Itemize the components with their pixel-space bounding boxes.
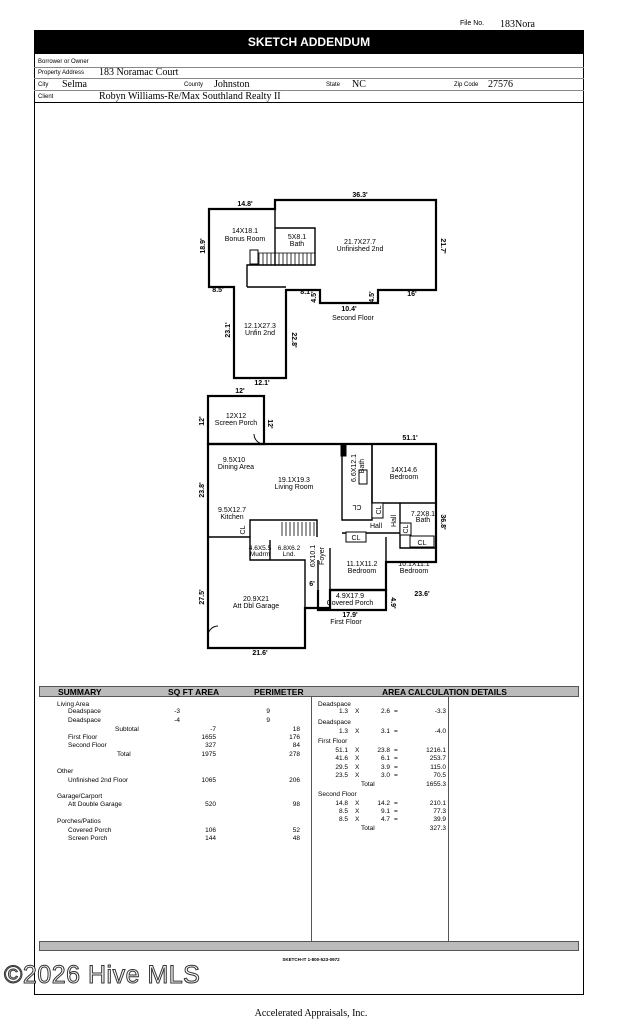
calc-a: 1.3 — [338, 728, 348, 735]
summary-row-label: Att Double Garage — [68, 801, 122, 808]
calc-x: X — [355, 816, 360, 823]
calc-a: 14.8 — [335, 800, 348, 807]
calc-b: 3.9 — [380, 764, 390, 771]
calc-a: 23.5 — [335, 772, 348, 779]
calc-eq: = — [394, 755, 398, 762]
closet-label-4: CL — [417, 540, 427, 547]
summary-row-area: 327 — [205, 742, 216, 749]
summary-row-label: Deadspace — [68, 717, 101, 724]
summary-row-area: 1065 — [201, 777, 216, 784]
details-col-label: AREA CALCULATION DETAILS — [382, 687, 507, 697]
other-heading: Other — [57, 768, 74, 775]
calc-b: 3.0 — [380, 772, 390, 779]
unfinished-2nd-size: 21.7X27.7 — [344, 239, 376, 246]
laundry-size: 6.8X6.2 — [277, 545, 301, 552]
file-no-value: 183Nora — [500, 19, 535, 30]
calc-x: X — [355, 755, 360, 762]
bedroom-1-name: Bedroom — [389, 474, 419, 481]
dim-2f-b5: 4.5' — [369, 291, 376, 303]
dim-bedroom-right: 23.6' — [414, 591, 430, 598]
closet-label-3: CL — [403, 524, 410, 534]
kitchen-name: Kitchen — [220, 514, 244, 521]
calc-result: 39.9 — [433, 816, 446, 823]
dining-size: 9.5X10 — [222, 457, 246, 464]
summary-row-perimeter: 18 — [292, 726, 300, 733]
mudroom-name: Mudrm — [249, 551, 271, 558]
dim-2f-b1: 8.5' — [212, 287, 224, 294]
client-value: Robyn Williams-Re/Max Southland Realty II — [99, 91, 281, 102]
mls-watermark: ©2026 Hive MLS — [4, 961, 201, 989]
dim-covered-right: 4.9' — [389, 597, 396, 609]
foyer-name: Foyer — [319, 547, 326, 565]
living-area-heading: Living Area — [57, 701, 90, 708]
dim-1f-left: 23.8' — [199, 482, 206, 498]
bonus-room-size: 14X18.1 — [231, 228, 259, 235]
calc-b: 9.1 — [380, 808, 390, 815]
calc-a: 1.3 — [338, 708, 348, 715]
bedroom-3-name: Bedroom — [399, 568, 429, 575]
dim-foyer: 6' — [309, 581, 315, 588]
calc-result: 1216.1 — [426, 747, 446, 754]
dim-1f-top-right: 51.1' — [402, 435, 418, 442]
screen-porch-name: Screen Porch — [214, 420, 258, 427]
unfin-2nd-name: Unfin 2nd — [245, 330, 275, 337]
dim-2f-top-left: 14.8' — [237, 201, 253, 208]
dim-porch-top: 12' — [235, 388, 245, 395]
sqft-col-label: SQ FT AREA — [168, 687, 220, 697]
summary-footer-bar — [39, 941, 579, 951]
covered-porch-name: Covered Porch — [326, 600, 374, 607]
summary-row-perimeter: 9 — [266, 717, 270, 724]
calc-result: 210.1 — [429, 800, 446, 807]
borrower-label: Borrower or Owner — [38, 59, 89, 65]
column-divider — [448, 697, 449, 941]
dim-garage-bottom: 21.6' — [252, 650, 268, 657]
summary-row-label: Total — [117, 751, 131, 758]
bedroom-1-size: 14X14.6 — [390, 467, 418, 474]
summary-row-label: Screen Porch — [68, 835, 108, 842]
calc-x: X — [355, 800, 360, 807]
calc-x: X — [355, 728, 360, 735]
calc-a: 8.5 — [338, 808, 348, 815]
summary-row-area: -7 — [210, 726, 216, 733]
calc-eq: = — [394, 708, 398, 715]
bedroom-2-size: 11.1X11.2 — [346, 561, 378, 568]
bedroom-2-name: Bedroom — [347, 568, 377, 575]
closet-label-1: CL — [352, 503, 362, 510]
summary-row-perimeter: 48 — [292, 835, 300, 842]
summary-row-area: 520 — [205, 801, 216, 808]
mudroom-size: 4.6X5.5 — [248, 545, 272, 552]
zip-label: Zip Code — [454, 82, 479, 88]
dim-2f-b3: 4.5' — [311, 291, 318, 303]
summary-row-area: 1975 — [201, 751, 216, 758]
details-total-value: 327.3 — [429, 825, 446, 832]
client-label: Client — [38, 94, 54, 100]
dim-unfin-bottom: 12.1' — [254, 380, 270, 387]
dim-porch-right: 12' — [266, 419, 273, 429]
calc-eq: = — [394, 808, 398, 815]
county-label: County — [184, 82, 204, 88]
calc-b: 6.1 — [380, 755, 390, 762]
summary-row-label: Subtotal — [115, 726, 139, 733]
calc-result: 77.3 — [433, 808, 446, 815]
bonus-room-name: Bonus Room — [224, 236, 266, 243]
summary-row-label: Deadspace — [68, 708, 101, 715]
city-label: City — [38, 82, 49, 88]
summary-row-label: Covered Porch — [68, 827, 112, 834]
summary-header-bar — [39, 686, 579, 697]
bath-2-size: 7.2X8.1 — [410, 511, 436, 518]
unfin-2nd-size: 12.1X27.3 — [244, 323, 276, 330]
summary-row-label: Unfinished 2nd Floor — [68, 777, 128, 784]
calc-a: 51.1 — [335, 747, 348, 754]
living-room-name: Living Room — [274, 484, 314, 491]
closet-label-5: CL — [351, 535, 361, 542]
perimeter-col-label: PERIMETER — [254, 687, 304, 697]
calc-x: X — [355, 772, 360, 779]
calc-eq: = — [394, 800, 398, 807]
zip-value: 27576 — [488, 79, 513, 90]
cl-kitchen: CL — [240, 525, 247, 535]
calc-x: X — [355, 708, 360, 715]
summary-col-label: SUMMARY — [58, 687, 102, 697]
garage-size: 20.9X21 — [242, 596, 270, 603]
hall-label-2: Hall — [391, 514, 398, 528]
dim-2f-left: 18.9' — [200, 238, 207, 254]
bath-2-name: Bath — [415, 517, 431, 524]
dining-name: Dining Area — [217, 464, 255, 471]
kitchen-size: 9.5X12.7 — [217, 507, 247, 514]
city-value: Selma — [62, 79, 87, 90]
calc-result: 70.5 — [433, 772, 446, 779]
screen-porch-size: 12X12 — [225, 413, 247, 420]
calc-a: 8.5 — [338, 816, 348, 823]
details-deadspace-heading: Deadspace — [318, 719, 351, 726]
bedroom-3-size: 10.1X11.1 — [398, 561, 430, 568]
calc-result: -3.3 — [434, 708, 446, 715]
living-room-size: 19.1X19.3 — [278, 477, 310, 484]
details-deadspace-heading: Deadspace — [318, 701, 351, 708]
calc-result: -4.0 — [434, 728, 446, 735]
summary-row-perimeter: 278 — [289, 751, 300, 758]
calc-result: 253.7 — [429, 755, 446, 762]
calc-b: 23.8 — [377, 747, 390, 754]
calc-eq: = — [394, 747, 398, 754]
bath-2f-size: 5X8.1 — [287, 234, 307, 241]
summary-row-perimeter: 9 — [266, 708, 270, 715]
garage-name: Att Dbl Garage — [232, 603, 280, 610]
details-total-label: Total — [361, 825, 375, 832]
details-first-floor-heading: First Floor — [318, 738, 348, 745]
bath-1f-name: Bath — [359, 458, 366, 474]
details-total-value: 1655.3 — [426, 781, 446, 788]
dim-2f-b4: 10.4' — [341, 306, 357, 313]
details-second-floor-heading: Second Floor — [318, 791, 357, 798]
hall-label-1: Hall — [369, 523, 383, 530]
file-no-label: File No. — [460, 20, 485, 27]
covered-porch-size: 4.9X17.9 — [335, 593, 365, 600]
second-floor-label: Second Floor — [332, 315, 374, 322]
closet-label-2: CL — [376, 505, 383, 515]
property-address-value: 183 Noramac Court — [99, 67, 179, 78]
summary-row-area: 1655 — [201, 734, 216, 741]
dim-2f-b2: 8.1' — [300, 289, 312, 296]
dim-garage-left: 27.5' — [199, 589, 206, 605]
calc-a: 41.6 — [335, 755, 348, 762]
page-title: SKETCH ADDENDUM — [34, 30, 584, 54]
dim-covered-porch: 17.9' — [342, 612, 358, 619]
summary-row-area: 144 — [205, 835, 216, 842]
dim-porch-left: 12' — [199, 416, 206, 426]
calc-b: 3.1 — [380, 728, 390, 735]
calc-x: X — [355, 764, 360, 771]
calc-b: 14.2 — [377, 800, 390, 807]
column-divider — [311, 697, 312, 941]
foyer-size: 6X10.1 — [310, 544, 317, 568]
summary-row-label: Second Floor — [68, 742, 107, 749]
calc-b: 4.7 — [380, 816, 390, 823]
dim-2f-right: 21.7' — [439, 238, 446, 254]
first-floor-label: First Floor — [330, 619, 362, 626]
details-total-label: Total — [361, 781, 375, 788]
calc-eq: = — [394, 816, 398, 823]
summary-row-perimeter: 52 — [292, 827, 300, 834]
summary-row-area: 106 — [205, 827, 216, 834]
calc-eq: = — [394, 728, 398, 735]
calc-eq: = — [394, 764, 398, 771]
summary-row-perimeter: 84 — [292, 742, 300, 749]
calc-a: 29.5 — [335, 764, 348, 771]
unfinished-2nd-name: Unfinished 2nd — [336, 246, 384, 253]
dim-1f-right: 36.8' — [439, 514, 446, 530]
summary-row-area: -3 — [174, 708, 180, 715]
summary-row-perimeter: 176 — [289, 734, 300, 741]
county-value: Johnston — [214, 79, 250, 90]
dim-unfin-left: 23.1' — [225, 322, 232, 338]
garage-carport-heading: Garage/Carport — [57, 793, 103, 800]
bath-1f-size: 6.6X12.1 — [351, 453, 358, 483]
property-address-label: Property Address — [38, 70, 85, 76]
porches-heading: Porches/Patios — [57, 818, 101, 825]
calc-eq: = — [394, 772, 398, 779]
calc-b: 2.6 — [380, 708, 390, 715]
state-value: NC — [352, 79, 366, 90]
calc-x: X — [355, 808, 360, 815]
dim-2f-top-right: 36.3' — [352, 192, 368, 199]
bath-2f-name: Bath — [289, 241, 305, 248]
laundry-name: Lnd. — [282, 551, 296, 558]
dim-unfin-right: 22.8' — [290, 332, 297, 348]
state-label: State — [326, 82, 341, 88]
calc-x: X — [355, 747, 360, 754]
summary-row-label: First Floor — [68, 734, 98, 741]
sketchit-credit: SKETCH-IT 1-800-523-0972 — [282, 957, 340, 962]
calc-result: 115.0 — [430, 764, 446, 771]
summary-row-area: -4 — [174, 717, 180, 724]
dim-2f-b6: 16' — [407, 291, 417, 298]
summary-row-perimeter: 98 — [292, 801, 300, 808]
summary-row-perimeter: 206 — [289, 777, 300, 784]
company-footer: Accelerated Appraisals, Inc. — [254, 1008, 368, 1019]
